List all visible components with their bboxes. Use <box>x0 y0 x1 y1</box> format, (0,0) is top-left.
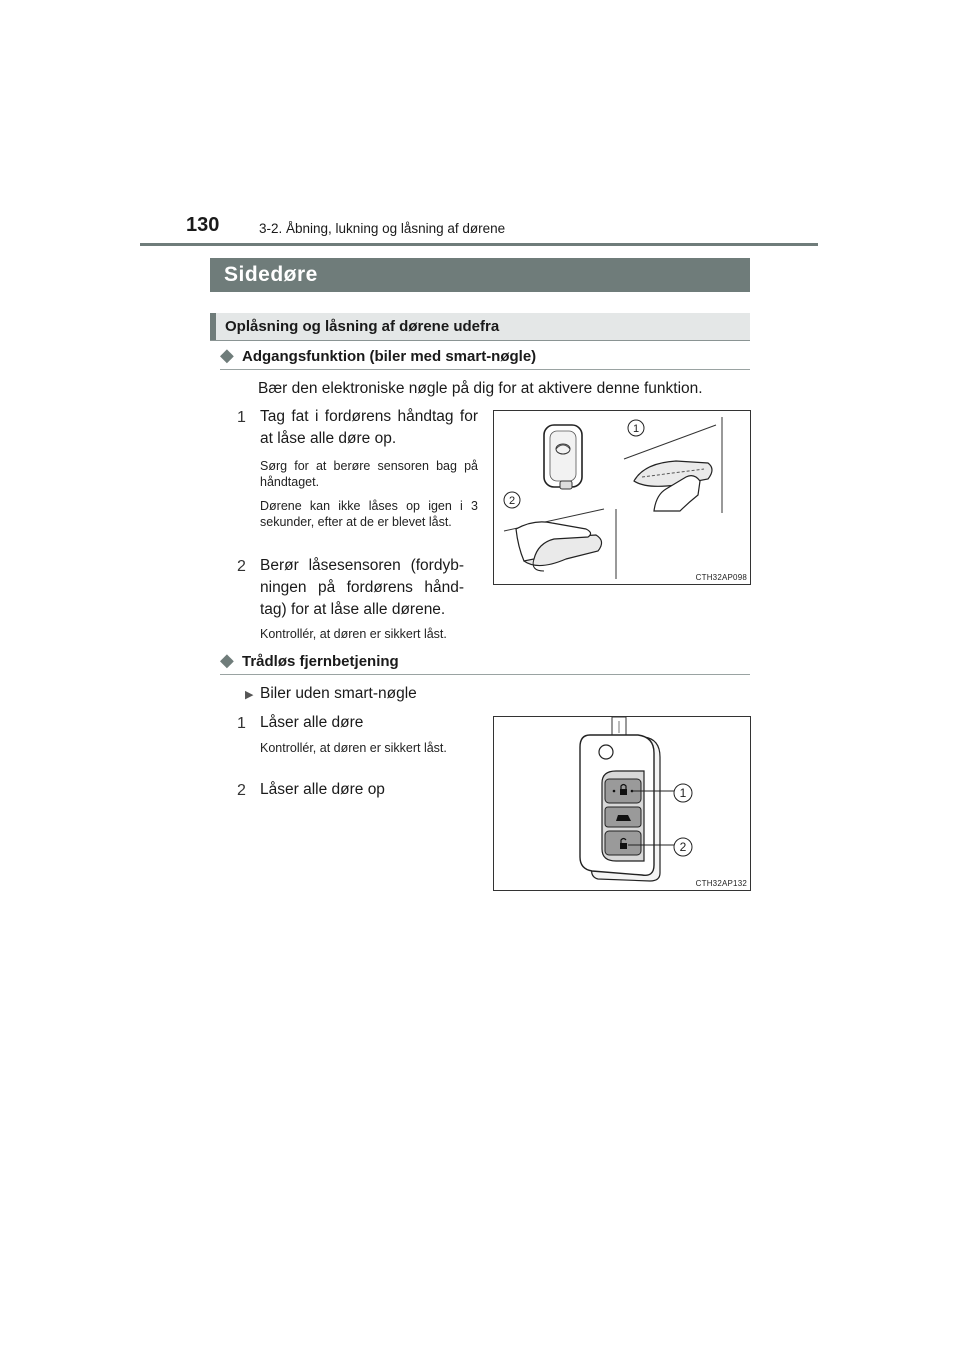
step-text: Tag fat i fordørens håndtag for at låse alle døre op. <box>260 408 478 447</box>
smart-key-illustration <box>494 411 750 584</box>
remote-key-illustration <box>494 717 750 890</box>
figure-remote <box>493 716 751 891</box>
triangle-right-icon: ▶ <box>245 689 254 701</box>
subsection-title: Oplåsning og låsning af dørene udefra <box>225 318 500 335</box>
subsection-rule <box>210 340 750 341</box>
subsection-accent <box>210 313 216 341</box>
remote-variant: Biler uden smart-nøgle <box>260 685 417 702</box>
figure-code: CTH32AP098 <box>695 573 747 582</box>
figure-code: CTH32AP132 <box>695 879 747 888</box>
callout-label: 2 <box>679 840 687 854</box>
callout-label: 2 <box>508 495 516 507</box>
entry-rule <box>220 369 750 370</box>
step-text: Låser alle døre op <box>260 781 385 798</box>
page-number: 130 <box>186 214 220 236</box>
diamond-icon: ◆ <box>220 345 234 365</box>
step-number: 1 <box>237 409 246 426</box>
diamond-icon: ◆ <box>220 650 234 670</box>
step-note: Kontrollér, at døren er sikkert låst. <box>260 741 447 755</box>
entry-intro: Bær den elektroniske nøgle på dig for at aktivere denne funktion. <box>258 380 703 397</box>
step-note: Dørene kan ikke låses op igen i 3 sekunder, efter at de er blevet låst. <box>260 499 478 529</box>
callout-label: 1 <box>632 423 640 435</box>
remote-heading: Trådløs fjernbetjening <box>242 653 399 670</box>
entry-heading: Adgangsfunktion (biler med smart-nøgle) <box>242 348 537 365</box>
step-note: Kontrollér, at døren er sikkert låst. <box>260 627 447 641</box>
step-number: 1 <box>237 715 246 732</box>
step-text: Låser alle døre <box>260 714 364 731</box>
section-title: Sidedøre <box>224 263 318 286</box>
remote-rule <box>220 674 750 675</box>
chapter-title: 3-2. Åbning, lukning og låsning af dørene <box>259 221 506 236</box>
callout-label: 1 <box>679 786 687 800</box>
step-number: 2 <box>237 558 246 575</box>
step-number: 2 <box>237 782 246 799</box>
header-rule <box>140 243 818 246</box>
step-note: Sørg for at berøre sensoren bag på håndtaget. <box>260 459 478 489</box>
figure-smart-key <box>493 410 751 585</box>
step-text: Berør låsesensoren (fordyb-ningen på fordørens hånd-tag) for at låse alle dørene. <box>260 557 464 618</box>
